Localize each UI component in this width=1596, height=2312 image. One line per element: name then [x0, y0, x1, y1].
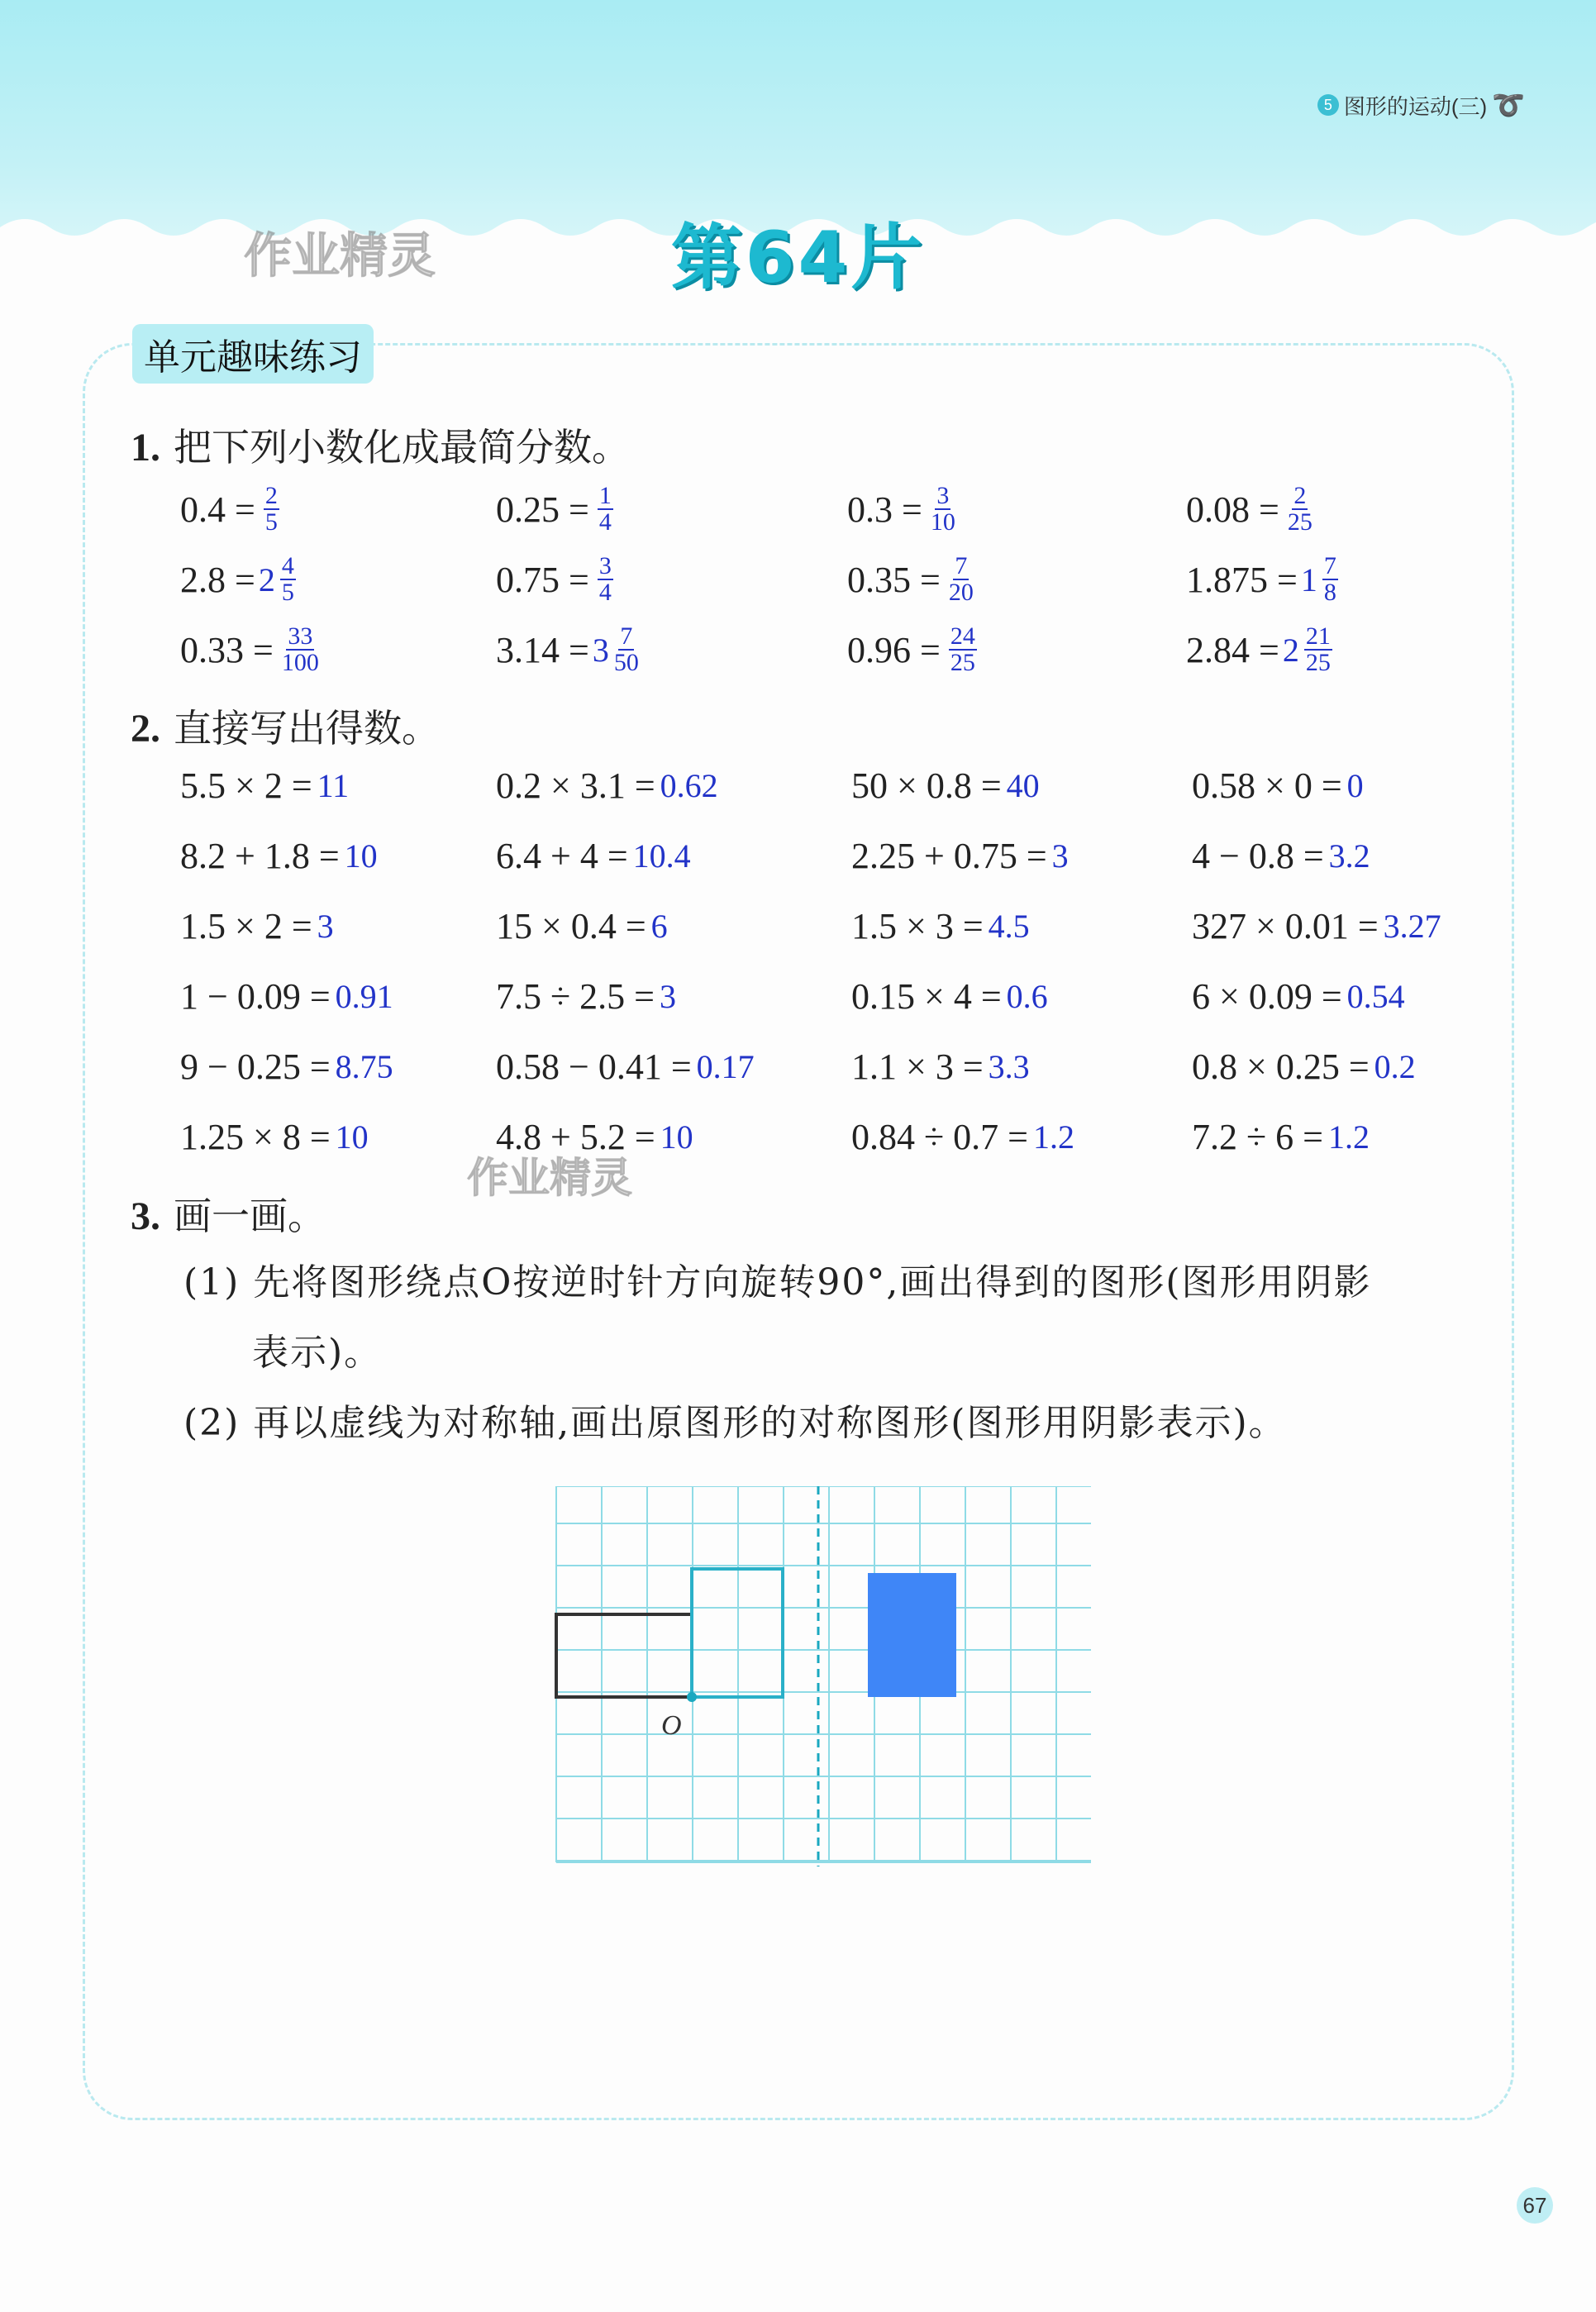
- question-1-prompt: 把下列小数化成最简分数。: [174, 425, 630, 470]
- calc-item: [1192, 975, 1405, 1018]
- fraction-expression: 0.25 =: [496, 489, 589, 530]
- calc-expression: 0.58 − 0.41 =: [496, 1046, 692, 1087]
- fraction-whole: 1: [1300, 560, 1317, 598]
- numerator: 1: [598, 482, 612, 509]
- calc-answer: 10: [335, 1118, 369, 1156]
- question-1: [131, 417, 630, 472]
- calc-answer: 10: [660, 1118, 693, 1156]
- numerator: 2: [1293, 482, 1307, 509]
- calc-answer: 3.3: [988, 1048, 1030, 1085]
- calc-answer: 10.4: [632, 837, 691, 875]
- calc-expression: 1.1 × 3 =: [851, 1046, 984, 1087]
- denominator: 100: [281, 649, 319, 676]
- calc-item: [496, 905, 668, 947]
- calc-expression: 50 × 0.8 =: [851, 765, 1002, 806]
- numerator: 3: [936, 482, 950, 509]
- denominator: 25: [950, 649, 975, 676]
- calc-answer: 0.17: [696, 1048, 755, 1085]
- fraction-item: [496, 624, 639, 675]
- fraction-expression: 0.96 =: [847, 629, 941, 670]
- calc-item: [180, 1116, 369, 1158]
- fraction-item: [1186, 484, 1313, 535]
- calc-item: [180, 1046, 393, 1088]
- chapter-number: 5: [1317, 94, 1339, 116]
- denominator: 25: [1305, 649, 1331, 676]
- point-o-label: O: [661, 1710, 682, 1741]
- calc-expression: 9 − 0.25 =: [180, 1046, 331, 1087]
- calc-answer: 10: [344, 837, 378, 875]
- numerator: 33: [288, 622, 313, 650]
- calc-answer: 11: [317, 767, 350, 804]
- fraction-answer: [1304, 624, 1332, 675]
- calc-expression: 4.8 + 5.2 =: [496, 1117, 655, 1157]
- question-3-part-1-cont: 表示)。: [252, 1332, 383, 1374]
- calc-item: [1192, 765, 1364, 807]
- denominator: 25: [1287, 508, 1313, 536]
- calc-item: [180, 835, 378, 877]
- numerator: 7: [955, 552, 968, 579]
- fraction-item: [847, 554, 974, 605]
- calc-answer: 0.91: [335, 978, 393, 1015]
- calc-expression: 5.5 × 2 =: [180, 765, 312, 806]
- question-2: [131, 698, 440, 753]
- calc-expression: 0.84 ÷ 0.7 =: [851, 1117, 1028, 1157]
- calc-item: [851, 1116, 1074, 1158]
- calc-item: [180, 765, 349, 807]
- fraction-item: [180, 554, 296, 605]
- fraction-whole: 2: [258, 560, 275, 598]
- calc-expression: 1.5 × 2 =: [180, 906, 312, 946]
- symmetric-shape: [868, 1573, 956, 1697]
- numerator: 2: [264, 482, 278, 509]
- calc-expression: 0.15 × 4 =: [851, 976, 1002, 1017]
- fraction-answer: [949, 624, 977, 675]
- calc-expression: 4 − 0.8 =: [1192, 836, 1324, 876]
- fraction-answer: [1322, 554, 1338, 605]
- fraction-item: [496, 484, 613, 535]
- calc-answer: 0.62: [660, 767, 718, 804]
- original-shape: [556, 1614, 692, 1697]
- fraction-expression: 3.14 =: [496, 629, 589, 670]
- numerator: 7: [620, 622, 633, 650]
- chapter-label: [1317, 89, 1525, 121]
- fraction-item: [496, 554, 613, 605]
- calc-expression: 327 × 0.01 =: [1192, 906, 1379, 946]
- numerator: 7: [1323, 552, 1336, 579]
- question-3-prompt: 画一画。: [174, 1194, 326, 1238]
- question-1-number: 1.: [131, 426, 160, 470]
- denominator: 50: [613, 649, 639, 676]
- fraction-item: [1186, 554, 1338, 605]
- fish-icon: ➰: [1492, 90, 1525, 120]
- fraction-answer: [598, 554, 613, 605]
- calc-item: [1192, 1046, 1416, 1088]
- calc-item: [180, 975, 393, 1018]
- calc-answer: 1.2: [1032, 1118, 1074, 1156]
- question-3: [131, 1186, 326, 1241]
- section-title: 单元趣味练习: [132, 324, 374, 384]
- fraction-expression: 2.84 =: [1186, 629, 1279, 670]
- calc-answer: 1.2: [1327, 1118, 1370, 1156]
- calc-expression: 15 × 0.4 =: [496, 906, 646, 946]
- calc-expression: 1 − 0.09 =: [180, 976, 331, 1017]
- calc-item: [496, 835, 691, 877]
- denominator: 5: [264, 508, 278, 536]
- fraction-expression: 0.3 =: [847, 489, 922, 530]
- calc-expression: 2.25 + 0.75 =: [851, 836, 1047, 876]
- fraction-answer: [282, 624, 319, 675]
- fraction-whole: 2: [1282, 631, 1299, 669]
- numerator: 21: [1305, 622, 1331, 650]
- calc-item: [496, 765, 718, 807]
- calc-item: [180, 905, 334, 947]
- calc-answer: 3: [317, 908, 334, 945]
- calc-item: [1192, 1116, 1370, 1158]
- numerator: 24: [950, 622, 975, 650]
- page-title: 第64片: [670, 217, 926, 299]
- denominator: 4: [598, 508, 612, 536]
- watermark-2: 作业精灵: [467, 1154, 632, 1202]
- fraction-item: [847, 484, 955, 535]
- denominator: 8: [1323, 579, 1336, 606]
- question-2-number: 2.: [131, 707, 160, 751]
- fraction-answer: [1288, 484, 1313, 535]
- fraction-item: [180, 484, 279, 535]
- calc-expression: 0.8 × 0.25 =: [1192, 1046, 1370, 1087]
- fraction-expression: 0.35 =: [847, 559, 941, 600]
- calc-expression: 0.58 × 0 =: [1192, 765, 1342, 806]
- fraction-expression: 1.875 =: [1186, 559, 1298, 600]
- calc-expression: 1.25 × 8 =: [180, 1117, 331, 1157]
- question-2-prompt: 直接写出得数。: [174, 706, 440, 751]
- fraction-item: [180, 624, 319, 675]
- calc-answer: 0.54: [1346, 978, 1405, 1015]
- calc-item: [851, 905, 1030, 947]
- calc-answer: 3.2: [1328, 837, 1370, 875]
- calc-item: [851, 835, 1069, 877]
- calc-item: [1192, 905, 1441, 947]
- fraction-item: [1186, 624, 1332, 675]
- denominator: 4: [598, 579, 612, 606]
- numerator: 4: [281, 552, 294, 579]
- fraction-answer: [264, 484, 279, 535]
- calc-item: [1192, 835, 1370, 877]
- question-3-part-2: (2) 再以虚线为对称轴,画出原图形的对称图形(图形用阴影表示)。: [183, 1402, 1287, 1444]
- numerator: 3: [598, 552, 612, 579]
- fraction-expression: 0.75 =: [496, 559, 589, 600]
- denominator: 20: [948, 579, 974, 606]
- fraction-answer: [614, 624, 639, 675]
- fraction-answer: [280, 554, 296, 605]
- page-number: 67: [1517, 2187, 1553, 2224]
- calc-expression: 6 × 0.09 =: [1192, 976, 1342, 1017]
- fraction-whole: 3: [592, 631, 609, 669]
- calc-expression: 8.2 + 1.8 =: [180, 836, 340, 876]
- calc-answer: 0.6: [1006, 978, 1048, 1015]
- calc-answer: 8.75: [335, 1048, 393, 1085]
- chapter-title: 图形的运动(三): [1343, 93, 1488, 119]
- grid-lines: [556, 1486, 1091, 1862]
- calc-answer: 4.5: [988, 908, 1030, 945]
- calc-answer: 40: [1006, 767, 1040, 804]
- question-3-number: 3.: [131, 1194, 160, 1238]
- calc-answer: 0: [1346, 767, 1364, 804]
- calc-item: [496, 1046, 755, 1088]
- watermark: 作业精灵: [244, 227, 436, 284]
- calc-expression: 7.2 ÷ 6 =: [1192, 1117, 1323, 1157]
- denominator: 5: [281, 579, 294, 606]
- calc-item: [851, 765, 1040, 807]
- drawing-grid: [545, 1486, 1091, 1875]
- fraction-answer: [949, 554, 974, 605]
- calc-item: [851, 1046, 1030, 1088]
- calc-answer: 3.27: [1383, 908, 1441, 945]
- calc-expression: 1.5 × 3 =: [851, 906, 984, 946]
- fraction-expression: 0.08 =: [1186, 489, 1279, 530]
- fraction-expression: 2.8 =: [180, 559, 255, 600]
- calc-expression: 0.2 × 3.1 =: [496, 765, 655, 806]
- fraction-expression: 0.33 =: [180, 629, 274, 670]
- calc-expression: 6.4 + 4 =: [496, 836, 628, 876]
- fraction-answer: [931, 484, 955, 535]
- calc-item: [851, 975, 1048, 1018]
- calc-item: [496, 975, 676, 1018]
- calc-answer: 3: [659, 978, 676, 1015]
- calc-expression: 7.5 ÷ 2.5 =: [496, 976, 655, 1017]
- denominator: 10: [930, 508, 955, 536]
- fraction-item: [847, 624, 977, 675]
- fraction-answer: [598, 484, 613, 535]
- point-o: [687, 1692, 697, 1702]
- fraction-expression: 0.4 =: [180, 489, 255, 530]
- calc-answer: 0.2: [1374, 1048, 1416, 1085]
- calc-answer: 6: [650, 908, 668, 945]
- question-3-part-1: (1) 先将图形绕点O按逆时针方向旋转90°,画出得到的图形(图形用阴影: [183, 1261, 1372, 1304]
- calc-answer: 3: [1051, 837, 1069, 875]
